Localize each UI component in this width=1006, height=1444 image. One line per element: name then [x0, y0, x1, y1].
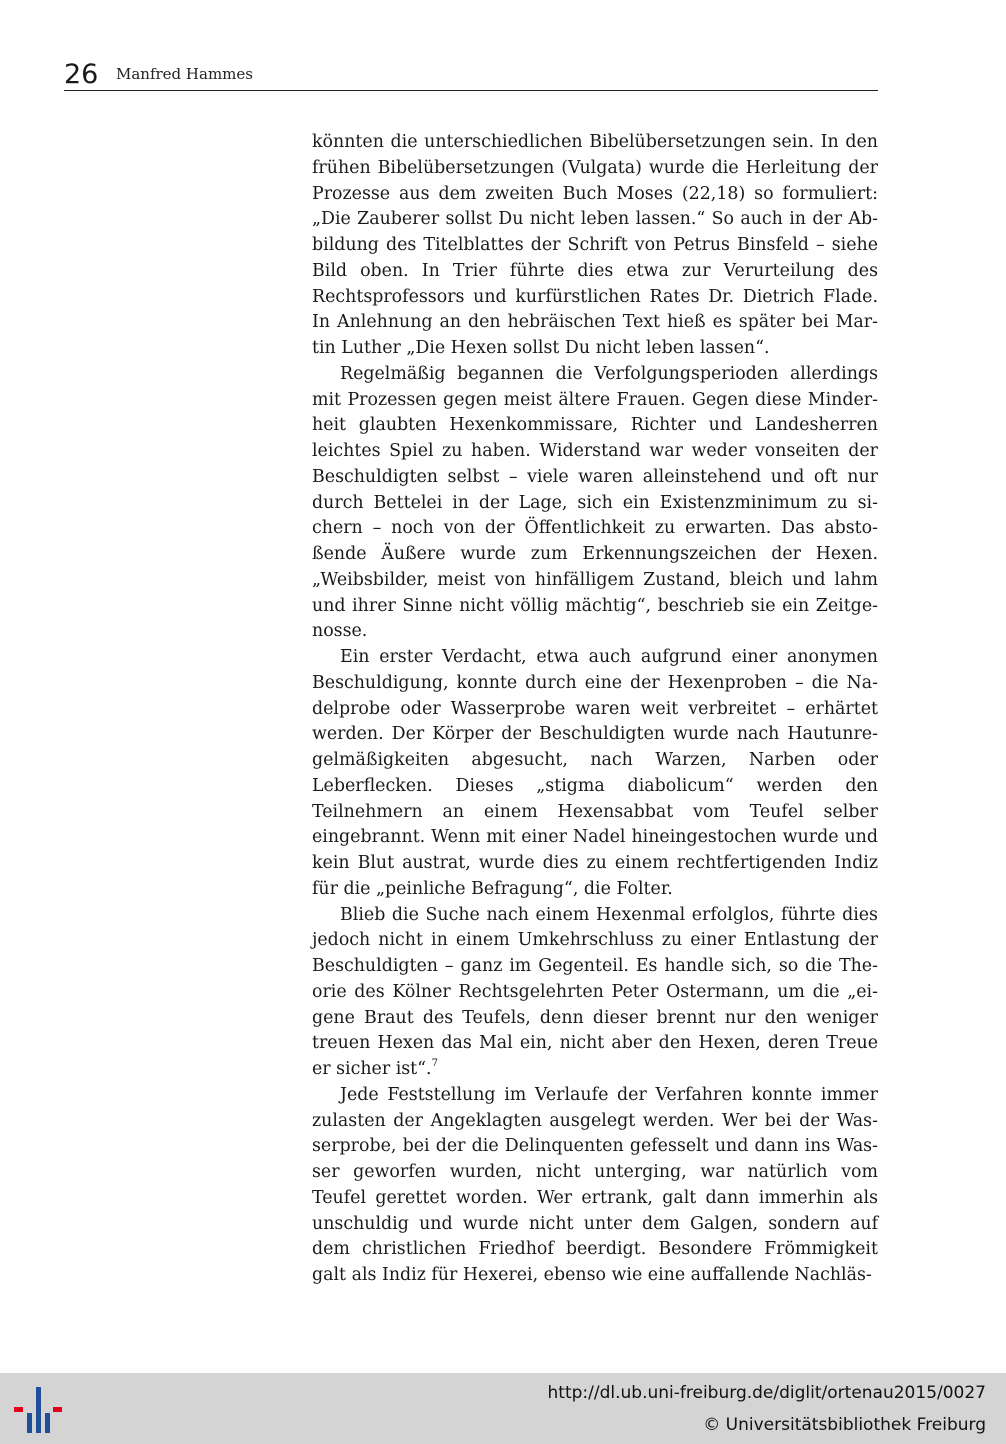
running-head-author: Manfred Hammes — [116, 65, 253, 83]
paragraph-4-text: Blieb die Suche nach einem Hexenmal erfolglos, führte dies jedoch nicht in einem Umkehrschluss zu einer Entlastung der Beschuldigten – ganz im Gegenteil. Es handle sich, so die Theorie des Kölner Rechtsgelehrten Peter Ostermann, um die „eigene Braut des Teufels, denn dieser brennt nur den weniger treuen Hexen das Mal ein, nicht aber den Hexen, deren Treue er sicher ist“. — [312, 904, 878, 1079]
paragraph-5: Jede Feststellung im Verlaufe der Verfahren konnte immer zulasten der Angeklagten ausgelegt werden. Wer bei der Wasserprobe, bei der die Delinquenten gefesselt und dann ins Wasser geworfen wurden, nicht unterging, war natürlich vom Teufel gerettet worden. Wer ertrank, galt dann immerhin als unschuldig und wurde nicht unter dem Galgen, sondern auf dem christlichen Friedhof beerdigt. Besondere Frömmigkeit galt als Indiz für Hexerei, ebenso wie eine auffallende Nachläs- — [312, 1084, 878, 1285]
page-number: 26 — [64, 59, 99, 90]
page-header — [64, 58, 878, 91]
paragraph-2: Regelmäßig begannen die Verfolgungsperioden allerdings mit Prozessen gegen meist ältere Frauen. Gegen diese Minderheit glaubten Hexenkommissare, Richter und Landesherren leichtes Spiel zu haben. Widerstand war weder vonseiten der Beschuldigten selbst – viele waren alleinstehend und oft nur durch Bettelei in der Lage, sich ein Existenzminimum zu sichern – noch von der Öffentlichkeit zu erwarten. Das abstoßende Äußere wurde zum Erkennungszeichen der Hexen. „Weibsbilder, meist von hinfälligem Zustand, bleich und lahm und ihrer Sinne nicht völlig mächtig“, beschrieb sie ein Zeitgenosse. — [312, 363, 878, 642]
footer-bar — [0, 1373, 1006, 1444]
body-text — [312, 130, 878, 1289]
paragraph-3: Ein erster Verdacht, etwa auch aufgrund einer anonymen Beschuldigung, konnte durch eine der Hexenproben – die Nadelprobe oder Wasserprobe waren weit verbreitet – erhärtet werden. Der Körper der Beschuldigten wurde nach Hautunregelmäßigkeiten abgesucht, nach Warzen, Narben oder Leberflecken. Dieses „stigma diabolicum“ werden den Teilnehmern an einem Hexensabbat vom Teufel selber eingebrannt. Wenn mit einer Nadel hineingestochen wurde und kein Blut austrat, wurde dies zu einem rechtfertigenden Indiz für die „peinliche Befragung“, die Folter. — [312, 647, 878, 899]
paragraph-1: könnten die unterschiedlichen Bibelübersetzungen sein. In den frühen Bibelübersetzungen (Vulgata) wurde die Herleitung der Prozesse aus dem zweiten Buch Moses (22,18) so formuliert: „Die Zauberer sollst Du nicht leben lassen.“ So auch in der Abbildung des Titelblattes der Schrift von Petrus Binsfeld – siehe Bild oben. In Trier führte dies etwa zur Verurteilung des Rechtsprofessors und kurfürstlichen Rates Dr. Dietrich Flade. In Anlehnung an den hebräischen Text hieß es später bei Martin Luther „Die Hexen sollst Du nicht leben lassen“. — [312, 132, 878, 358]
footer-url-link[interactable]: http://dl.ub.uni-freiburg.de/diglit/ortenau2015/0027 — [547, 1383, 986, 1403]
footer-copyright: © Universitätsbibliothek Freiburg — [703, 1415, 986, 1435]
paragraph-4 — [312, 903, 878, 1083]
footnote-marker: 7 — [431, 1058, 438, 1069]
university-library-logo-icon — [12, 1383, 64, 1435]
